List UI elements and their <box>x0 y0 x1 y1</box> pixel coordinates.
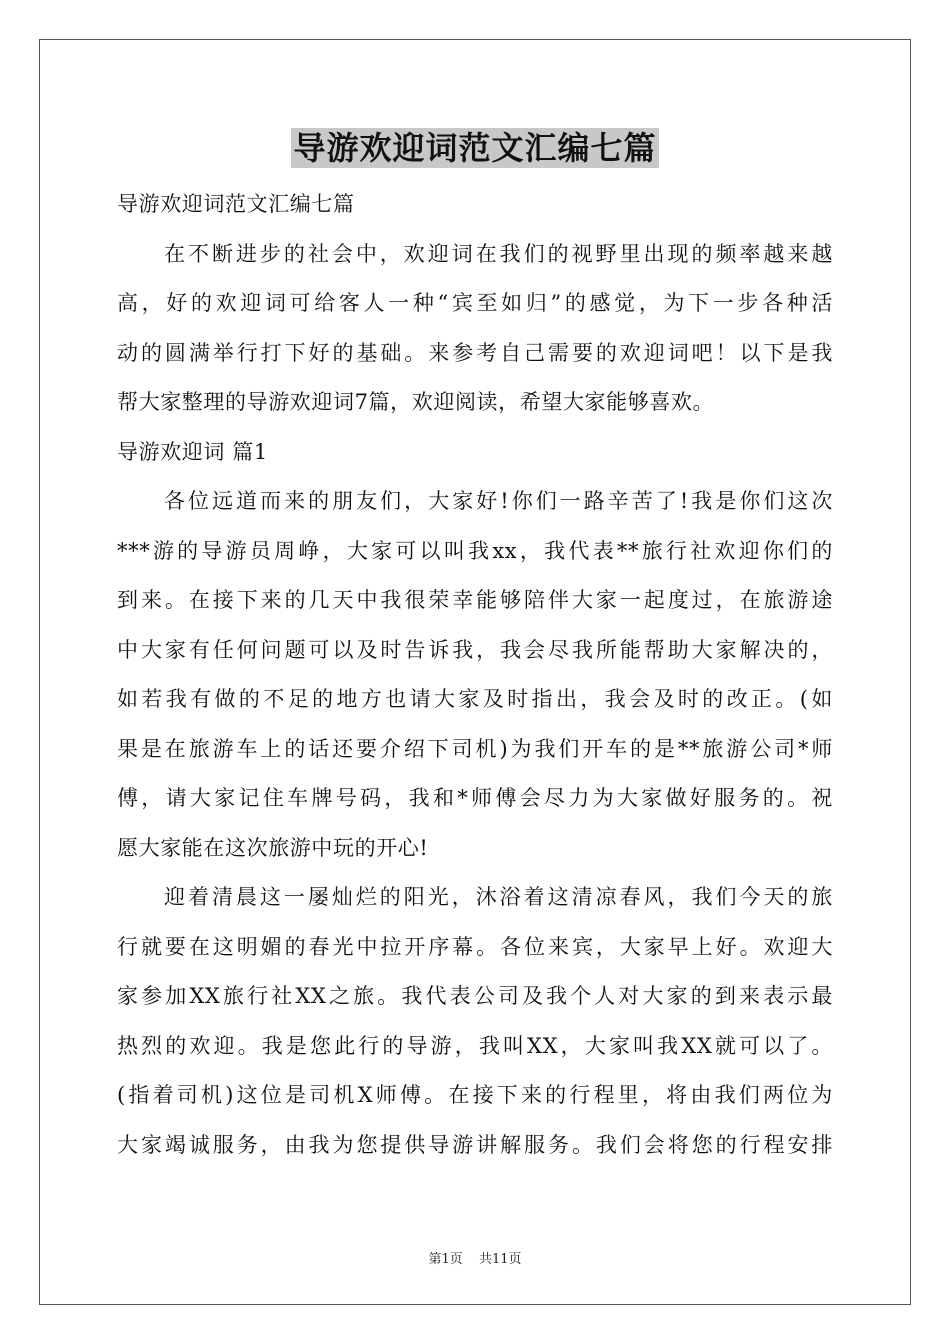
text-line: 迎着清晨这一屡灿烂的阳光，沐浴着这清凉春风，我们今天的旅 <box>164 885 833 909</box>
page-footer <box>0 1248 950 1267</box>
text-line: ***游的导游员周峥，大家可以叫我xx，我代表**旅行社欢迎你们的 <box>117 538 833 563</box>
text-line: 导游欢迎词范文汇编七篇 <box>117 192 355 216</box>
document-title: 导游欢迎词范文汇编七篇 <box>293 129 657 167</box>
text-line: 家参加XX旅行社XX之旅。我代表公司及我个人对大家的到来表示最 <box>117 984 833 1008</box>
text-line: 大家竭诚服务，由我为您提供导游讲解服务。我们会将您的行程安排 <box>117 1132 833 1157</box>
text-line: 各位远道而来的朋友们，大家好!你们一路辛苦了!我是你们这次 <box>164 489 833 513</box>
page-number: 第1页 <box>428 1252 463 1267</box>
text-line: 动的圆满举行打下好的基础。来参考自己需要的欢迎词吧！以下是我 <box>117 340 833 365</box>
title-area <box>0 128 950 168</box>
text-line: 如若我有做的不足的地方也请大家及时指出，我会及时的改正。(如 <box>117 687 833 711</box>
text-line: 高，好的欢迎词可给客人一种“宾至如归”的感觉，为下一步各种活 <box>117 291 833 315</box>
text-line: 中大家有任何问题可以及时告诉我，我会尽我所能帮助大家解决的， <box>117 637 833 662</box>
text-line: 傅，请大家记住车牌号码，我和*师傅会尽力为大家做好服务的。祝 <box>117 786 833 810</box>
page-total: 共11页 <box>478 1252 522 1267</box>
document-body <box>117 180 833 1170</box>
text-line: 愿大家能在这次旅游中玩的开心! <box>117 835 429 860</box>
text-line: 帮大家整理的导游欢迎词7篇，欢迎阅读，希望大家能够喜欢。 <box>117 390 715 414</box>
text-line: 在不断进步的社会中，欢迎词在我们的视野里出现的频率越来越 <box>164 241 833 266</box>
text-line: 行就要在这明媚的春光中拉开序幕。各位来宾，大家早上好。欢迎大 <box>117 934 833 959</box>
text-line: 导游欢迎词 篇1 <box>117 439 268 464</box>
text-line: 热烈的欢迎。我是您此行的导游，我叫XX，大家叫我XX就可以了。 <box>117 1033 833 1058</box>
text-line: (指着司机)这位是司机X师傅。在接下来的行程里，将由我们两位为 <box>117 1083 833 1107</box>
text-line: 到来。在接下来的几天中我很荣幸能够陪伴大家一起度过，在旅游途 <box>117 588 833 612</box>
text-line: 果是在旅游车上的话还要介绍下司机)为我们开车的是**旅游公司*师 <box>117 736 833 761</box>
